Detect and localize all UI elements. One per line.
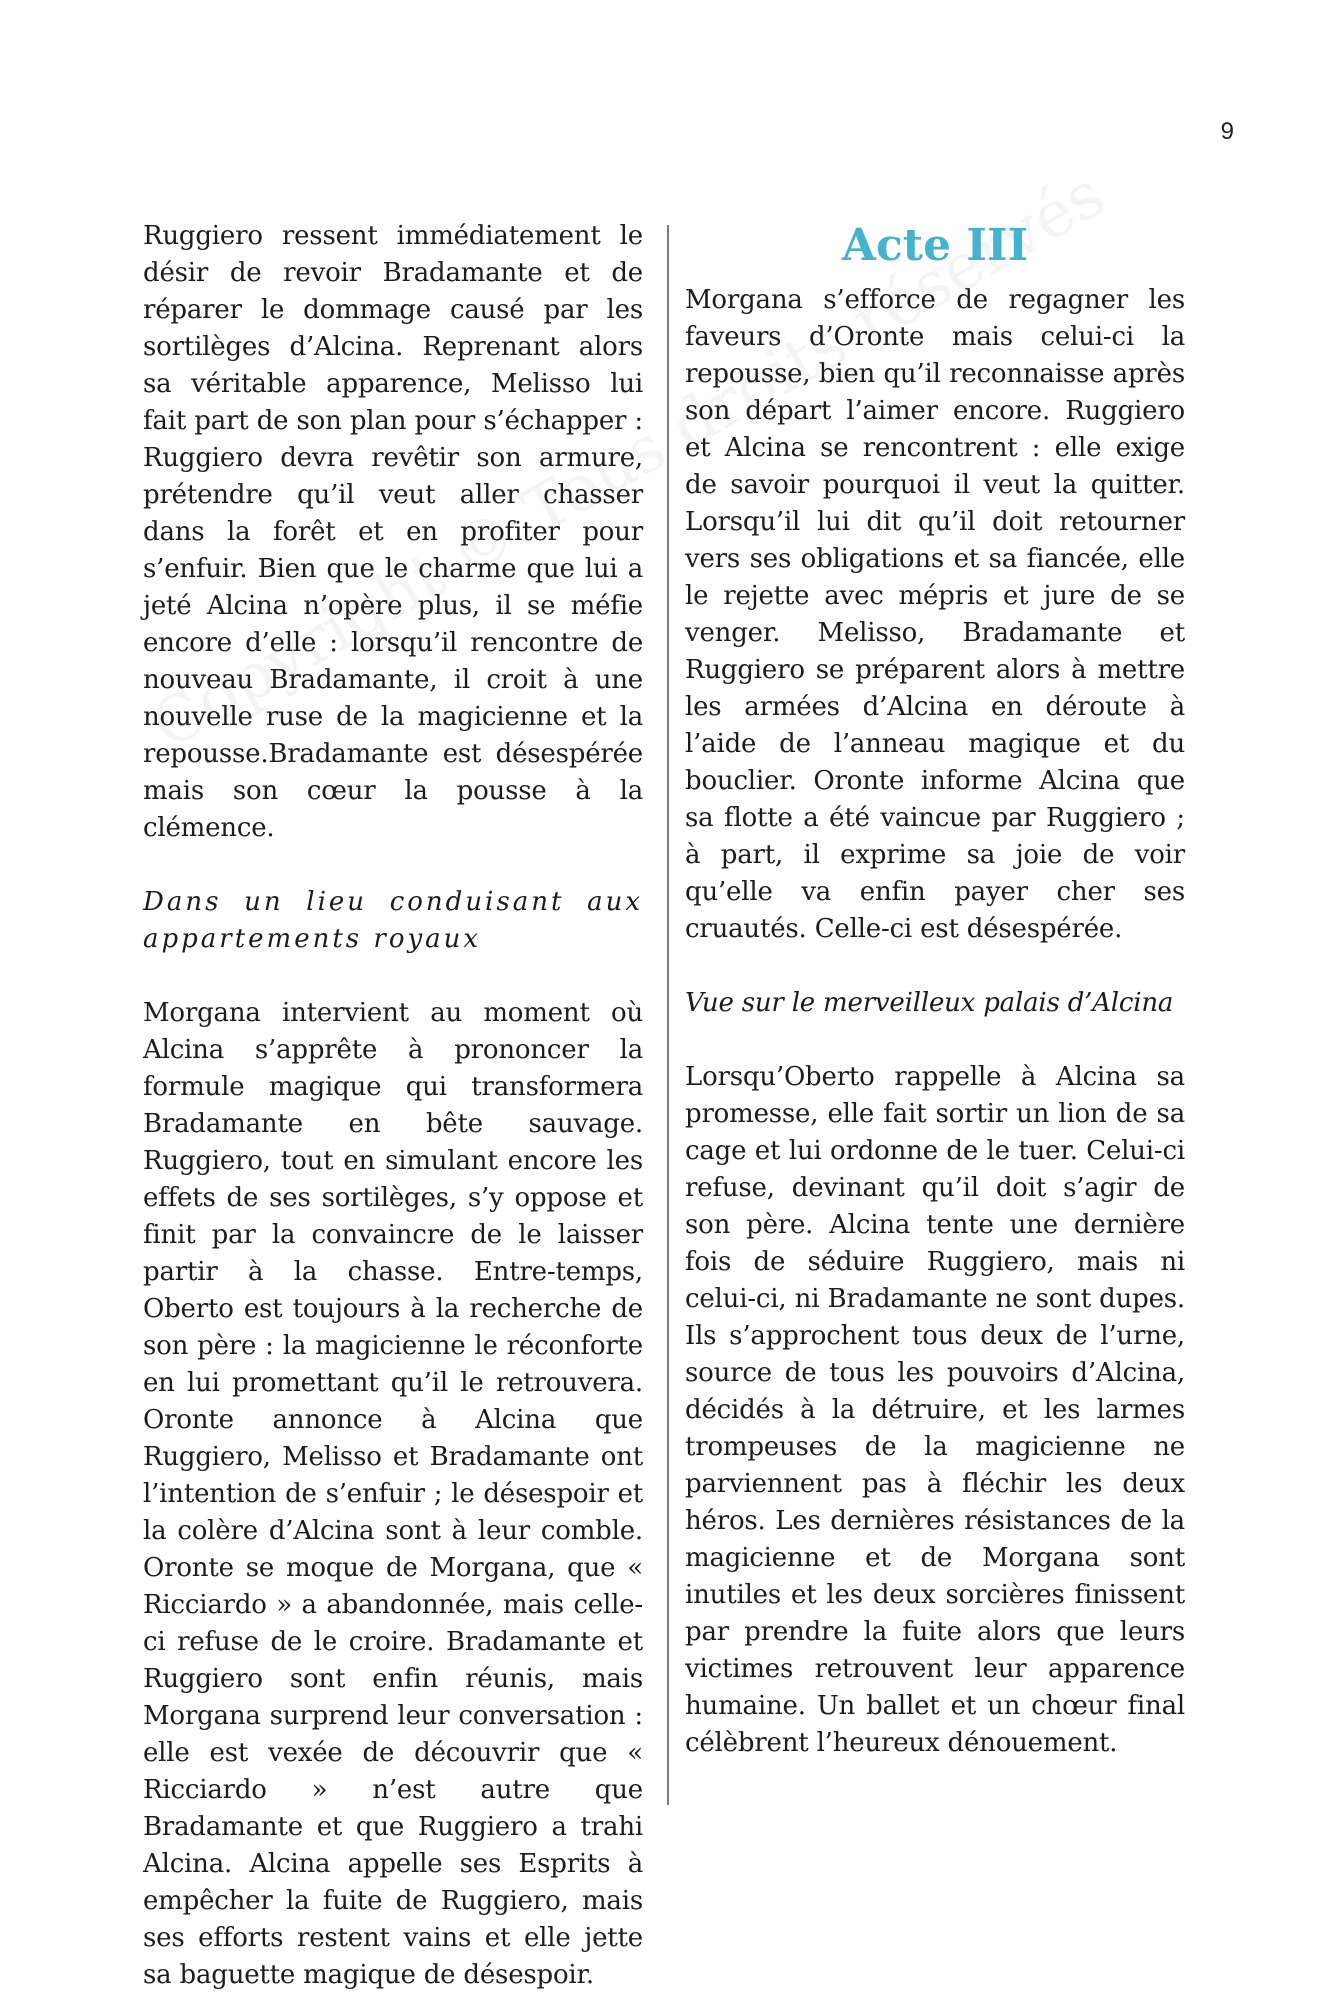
act-title: Acte III [841, 220, 1029, 271]
synopsis-paragraph: Morgana intervient au moment où Alcina s’apprête à prononcer la formule magique qui transformera Bradamante en bête sauvage. Ruggiero, tout en simulant encore les effets de ses sortilèges, s’y oppose et finit par la convaincre de le laisser partir à la chasse. Entre-temps, Oberto est toujours à la recherche de son père : la magicienne le réconforte en lui promettant qu’il le retrouvera. Oronte annonce à Alcina que Ruggiero, Melisso et Bradamante ont l’intention de s’enfuir ; le désespoir et la colère d’Alcina sont à leur comble. Oronte se moque de Morgana, que « Ricciardo » a abandonnée, mais celle-ci refuse de le croire. Bradamante et Ruggiero sont enfin réunis, mais Morgana surprend leur conversation : elle est vexée de découvrir que « Ricciardo » n’est autre que Bradamante et que Ruggiero a trahi Alcina. Alcina appelle ses Esprits à empêcher la fuite de Ruggiero, mais ses efforts restent vains et elle jette sa baguette magique de désespoir. [143, 998, 643, 1990]
synopsis-paragraph: Morgana s’efforce de regagner les faveurs d’Oronte mais celui-ci la repousse, bien qu’il reconnaisse après son départ l’aimer encore. Ruggiero et Alcina se rencontrent : elle exige de savoir pourquoi il veut la quitter. Lorsqu’il lui dit qu’il doit retourner vers ses obligations et sa fiancée, elle le rejette avec mépris et jure de se venger. Melisso, Bradamante et Ruggiero se préparent alors à mettre les armées d’Alcina en déroute à l’aide de l’anneau magique et du bouclier. Oronte informe Alcina que sa flotte a été vaincue par Ruggiero ; à part, il exprime sa joie de voir qu’elle va enfin payer cher ses cruautés. Celle-ci est désespérée. [685, 285, 1185, 944]
column-divider [667, 225, 669, 1805]
stage-direction: Dans un lieu conduisant aux appartements royaux [143, 887, 643, 954]
stage-direction: Vue sur le merveilleux palais d’Alcina [685, 988, 1174, 1018]
synopsis-paragraph: Ruggiero ressent immédiatement le désir de revoir Bradamante et de réparer le dommage causé par les sortilèges d’Alcina. Reprenant alors sa véritable apparence, Melisso lui fait part de son plan pour s’échapper : Ruggiero devra revêtir son armure, prétendre qu’il veut aller chasser dans la forêt et en profiter pour s’enfuir. Bien que le charme que lui a jeté Alcina n’opère plus, il se méfie encore d’elle : lorsqu’il rencontre de nouveau Bradamante, il croit à une nouvelle ruse de la magicienne et la repousse.Bradamante est désespérée mais son cœur la pousse à la clémence. [143, 221, 643, 843]
right-column [685, 218, 1185, 1762]
left-column [143, 218, 643, 1994]
synopsis-paragraph: Lorsqu’Oberto rappelle à Alcina sa promesse, elle fait sortir un lion de sa cage et lui ordonne de le tuer. Celui-ci refuse, devinant qu’il doit s’agir de son père. Alcina tente une dernière fois de séduire Ruggiero, mais ni celui-ci, ni Bradamante ne sont dupes. Ils s’approchent tous deux de l’urne, source de tous les pouvoirs d’Alcina, décidés à la détruire, et les larmes trompeuses de la magicienne ne parviennent pas à fléchir les deux héros. Les dernières résistances de la magicienne et de Morgana sont inutiles et les deux sorcières finissent par prendre la fuite alors que leurs victimes retrouvent leur apparence humaine. Un ballet et un chœur final célèbrent l’heureux dénouement. [685, 1062, 1185, 1758]
page-number: 9 [1220, 118, 1234, 145]
